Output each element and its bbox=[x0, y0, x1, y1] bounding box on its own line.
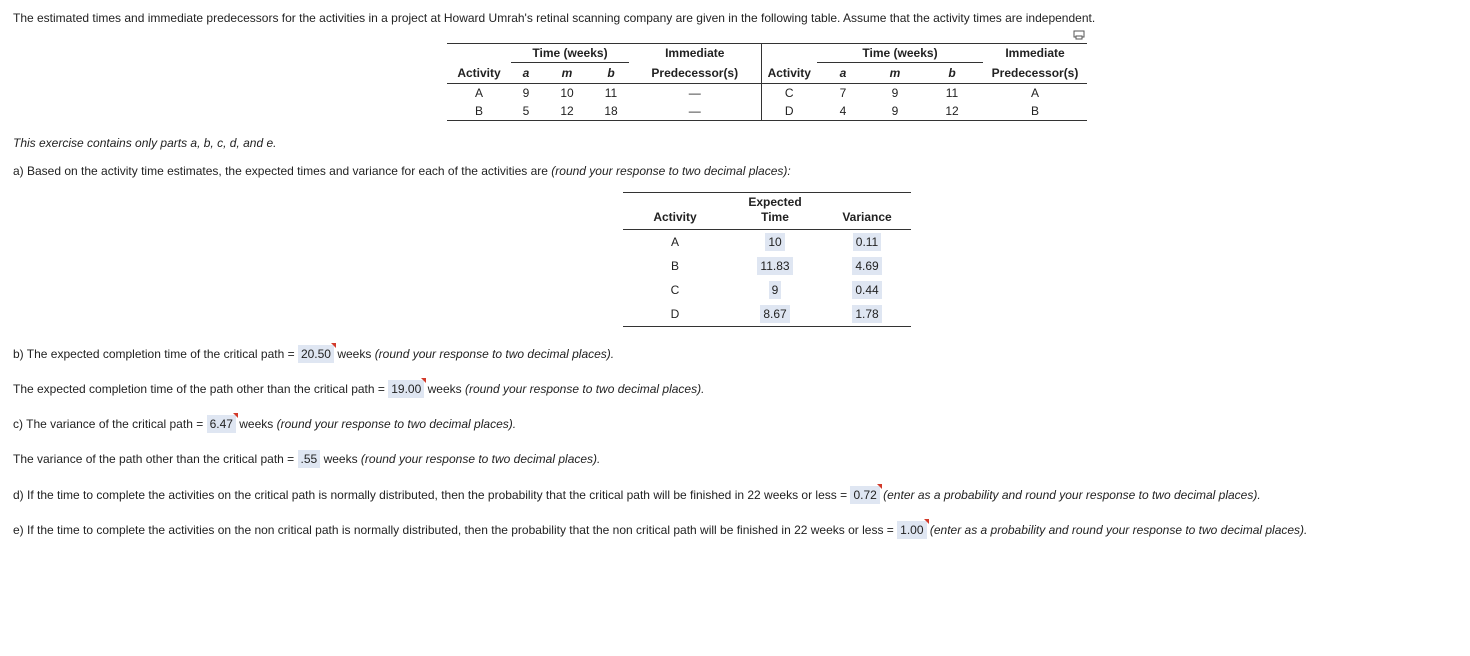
part-b2-hint: (round your response to two decimal places). bbox=[464, 382, 705, 396]
m-cell: 9 bbox=[891, 104, 899, 118]
m-cell: 12 bbox=[560, 104, 574, 118]
expected-time-answer[interactable]: 10 bbox=[765, 233, 784, 251]
pred-cell: A bbox=[1030, 86, 1039, 100]
part-e-question bbox=[13, 521, 1307, 539]
a-cell: 7 bbox=[839, 86, 847, 100]
expected-time-answer[interactable]: 11.83 bbox=[757, 257, 792, 275]
part-e-text: e) If the time to complete the activities on the non critical path is normally distributed, then the probability that the non critical path will be finished in 22 weeks or less = bbox=[13, 523, 894, 537]
intro-text: The estimated times and immediate predecessors for the activities in a project at Howard Umrah's retinal scanning company are given in the following table. Assume that the activity times are independent. bbox=[13, 11, 1096, 25]
activity-times-table bbox=[447, 43, 1087, 121]
activity-cell: D bbox=[784, 104, 794, 118]
part-b1-hint: (round your response to two decimal places). bbox=[374, 347, 615, 361]
m-header-right: m bbox=[889, 66, 901, 80]
b-cell: 12 bbox=[945, 104, 959, 118]
expected-header-line1: Expected bbox=[748, 195, 802, 209]
table-row bbox=[623, 230, 911, 255]
part-b1-unit: weeks bbox=[337, 347, 372, 361]
print-icon[interactable] bbox=[1073, 30, 1085, 40]
part-d-question bbox=[13, 486, 1261, 504]
variance-answer[interactable]: 1.78 bbox=[852, 305, 881, 323]
part-c2-text: The variance of the path other than the critical path = bbox=[13, 452, 295, 466]
part-c1-text: c) The variance of the critical path = bbox=[13, 417, 204, 431]
variance-answer[interactable]: 0.11 bbox=[853, 233, 881, 251]
m-header-left: m bbox=[561, 66, 573, 80]
m-cell: 10 bbox=[560, 86, 574, 100]
m-cell: 9 bbox=[891, 86, 899, 100]
variance-header: Variance bbox=[842, 210, 892, 224]
part-b1-text: b) The expected completion time of the critical path = bbox=[13, 347, 295, 361]
critical-path-variance-answer[interactable]: 6.47 bbox=[207, 415, 236, 433]
critical-path-probability-answer[interactable]: 0.72 bbox=[850, 486, 879, 504]
part-b2-text: The expected completion time of the path other than the critical path = bbox=[13, 382, 385, 396]
variance-answer[interactable]: 4.69 bbox=[852, 257, 881, 275]
activity-cell: C bbox=[670, 283, 680, 297]
part-e-hint: (enter as a probability and round your response to two decimal places). bbox=[929, 523, 1308, 537]
activity-cell: B bbox=[474, 104, 483, 118]
part-c2-unit: weeks bbox=[323, 452, 358, 466]
pred-header-right-1: Immediate bbox=[1005, 46, 1065, 61]
a-header-left: a bbox=[522, 66, 530, 80]
pred-cell: — bbox=[629, 84, 761, 103]
part-a-text: a) Based on the activity time estimates, the expected times and variance for each of the activities are bbox=[13, 164, 548, 178]
expected-time-answer[interactable]: 9 bbox=[769, 281, 782, 299]
activity-cell: C bbox=[784, 86, 794, 100]
pred-cell: B bbox=[1030, 104, 1039, 118]
pred-header-left-2: Predecessor(s) bbox=[629, 63, 761, 84]
b-header-right: b bbox=[948, 66, 956, 80]
table-row bbox=[623, 302, 911, 327]
part-b2-unit: weeks bbox=[427, 382, 462, 396]
part-c2-question bbox=[13, 450, 600, 468]
exercise-note: This exercise contains only parts a, b, c, d, and e. bbox=[13, 136, 277, 150]
expected-time-variance-table bbox=[623, 192, 911, 327]
table-row bbox=[447, 102, 1087, 121]
b-cell: 11 bbox=[945, 86, 959, 100]
part-a-hint: (round your response to two decimal places): bbox=[551, 164, 791, 178]
pred-header-left-1: Immediate bbox=[629, 44, 761, 63]
a-cell: 4 bbox=[839, 104, 847, 118]
activity-cell: A bbox=[670, 235, 679, 249]
expected-time-header bbox=[727, 193, 823, 230]
table-row bbox=[447, 84, 1087, 103]
activity-cell: D bbox=[670, 307, 680, 321]
activity-header-right: Activity bbox=[767, 65, 811, 80]
table-row bbox=[623, 278, 911, 302]
time-weeks-header-right: Time (weeks) bbox=[817, 44, 983, 63]
other-path-variance-answer[interactable]: .55 bbox=[298, 450, 321, 468]
activity-cell: B bbox=[670, 259, 679, 273]
part-c1-unit: weeks bbox=[239, 417, 274, 431]
table-row bbox=[623, 254, 911, 278]
a-cell: 5 bbox=[522, 104, 530, 118]
part-c2-hint: (round your response to two decimal places). bbox=[360, 452, 601, 466]
variance-answer[interactable]: 0.44 bbox=[852, 281, 881, 299]
part-c1-hint: (round your response to two decimal places). bbox=[276, 417, 517, 431]
pred-cell: — bbox=[629, 102, 761, 121]
expected-header-line2: Time bbox=[761, 210, 789, 224]
other-path-time-answer[interactable]: 19.00 bbox=[388, 380, 424, 398]
time-weeks-header-left: Time (weeks) bbox=[511, 44, 629, 63]
part-b1-question bbox=[13, 345, 614, 363]
b-cell: 18 bbox=[604, 104, 618, 118]
b-header-left: b bbox=[607, 66, 615, 80]
expected-time-answer[interactable]: 8.67 bbox=[760, 305, 789, 323]
activity-cell: A bbox=[474, 86, 483, 100]
critical-path-time-answer[interactable]: 20.50 bbox=[298, 345, 334, 363]
part-b2-question bbox=[13, 380, 704, 398]
non-critical-path-probability-answer[interactable]: 1.00 bbox=[897, 521, 926, 539]
part-d-hint: (enter as a probability and round your response to two decimal places). bbox=[883, 488, 1261, 502]
a-header-right: a bbox=[839, 66, 847, 80]
activity-header: Activity bbox=[653, 210, 697, 224]
a-cell: 9 bbox=[522, 86, 530, 100]
pred-header-right-2: Predecessor(s) bbox=[991, 65, 1079, 80]
part-a-question bbox=[13, 164, 791, 178]
part-c1-question bbox=[13, 415, 516, 433]
part-d-text: d) If the time to complete the activities on the critical path is normally distributed, then the probability that the critical path will be finished in 22 weeks or less = bbox=[13, 488, 848, 502]
activity-header-left: Activity bbox=[457, 65, 501, 80]
b-cell: 11 bbox=[604, 86, 618, 100]
